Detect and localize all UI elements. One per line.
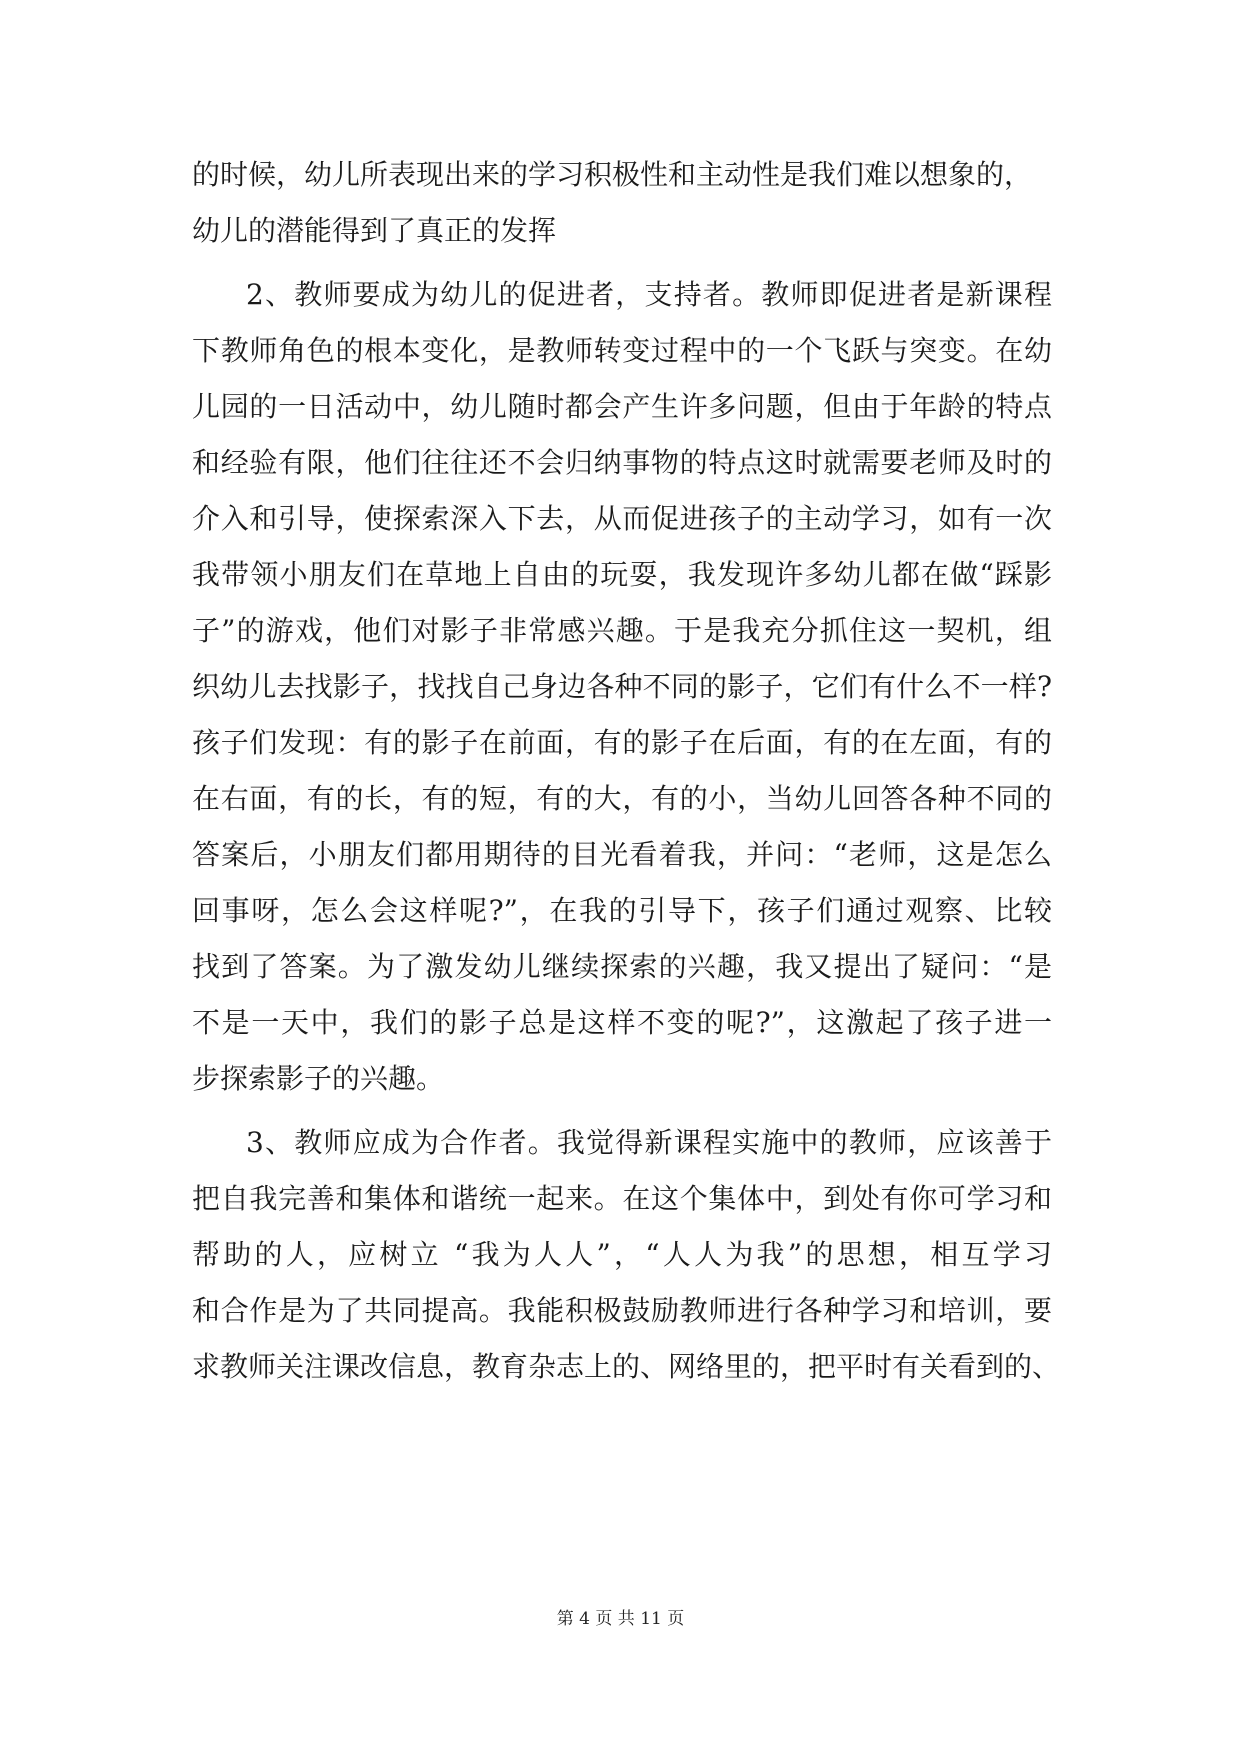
text-line: 求教师关注课改信息，教育杂志上的、网络里的，把平时有关看到的、 bbox=[192, 1350, 1061, 1383]
text-line: 儿园的一日活动中，幼儿随时都会产生许多问题，但由于年龄的特点 bbox=[192, 390, 1052, 423]
text-line: 回事呀，怎么会这样呢?”，在我的引导下，孩子们通过观察、比较 bbox=[192, 894, 1052, 927]
text-line: 找到了答案。为了激发幼儿继续探索的兴趣，我又提出了疑问：“是 bbox=[192, 950, 1052, 983]
text-line: 子”的游戏，他们对影子非常感兴趣。于是我充分抓住这一契机，组 bbox=[192, 614, 1052, 647]
text-line: 织幼儿去找影子，找找自己身边各种不同的影子，它们有什么不一样? bbox=[192, 670, 1052, 703]
text-line: 和经验有限，他们往往还不会归纳事物的特点这时就需要老师及时的 bbox=[192, 446, 1052, 479]
text-line: 不是一天中，我们的影子总是这样不变的呢?”，这激起了孩子进一 bbox=[192, 1006, 1052, 1039]
text-line: 把自我完善和集体和谐统一起来。在这个集体中，到处有你可学习和 bbox=[192, 1182, 1052, 1215]
text-line: 下教师角色的根本变化，是教师转变过程中的一个飞跃与突变。在幼 bbox=[192, 334, 1052, 367]
text-line: 孩子们发现：有的影子在前面，有的影子在后面，有的在左面，有的 bbox=[192, 726, 1052, 759]
text-line: 帮助的人，应树立 “我为人人”，“人人为我”的思想，相互学习 bbox=[192, 1238, 1052, 1271]
paragraph-2-first-line: 2、教师要成为幼儿的促进者，支持者。教师即促进者是新课程 bbox=[246, 278, 1052, 311]
text-line: 介入和引导，使探索深入下去，从而促进孩子的主动学习，如有一次 bbox=[192, 502, 1052, 535]
text-line: 在右面，有的长，有的短，有的大，有的小，当幼儿回答各种不同的 bbox=[192, 782, 1052, 815]
text-line: 我带领小朋友们在草地上自由的玩耍，我发现许多幼儿都在做“踩影 bbox=[192, 558, 1052, 591]
text-line: 答案后，小朋友们都用期待的目光看着我，并问：“老师，这是怎么 bbox=[192, 838, 1052, 871]
text-line: 步探索影子的兴趣。 bbox=[192, 1062, 445, 1095]
text-line: 和合作是为了共同提高。我能积极鼓励教师进行各种学习和培训，要 bbox=[192, 1294, 1052, 1327]
page-footer: 第 4 页 共 11 页 bbox=[556, 1609, 685, 1629]
text-line: 的时候，幼儿所表现出来的学习积极性和主动性是我们难以想象的， bbox=[192, 158, 1033, 191]
paragraph-3-first-line: 3、教师应成为合作者。我觉得新课程实施中的教师，应该善于 bbox=[246, 1126, 1052, 1159]
text-line: 幼儿的潜能得到了真正的发挥 bbox=[192, 214, 557, 247]
